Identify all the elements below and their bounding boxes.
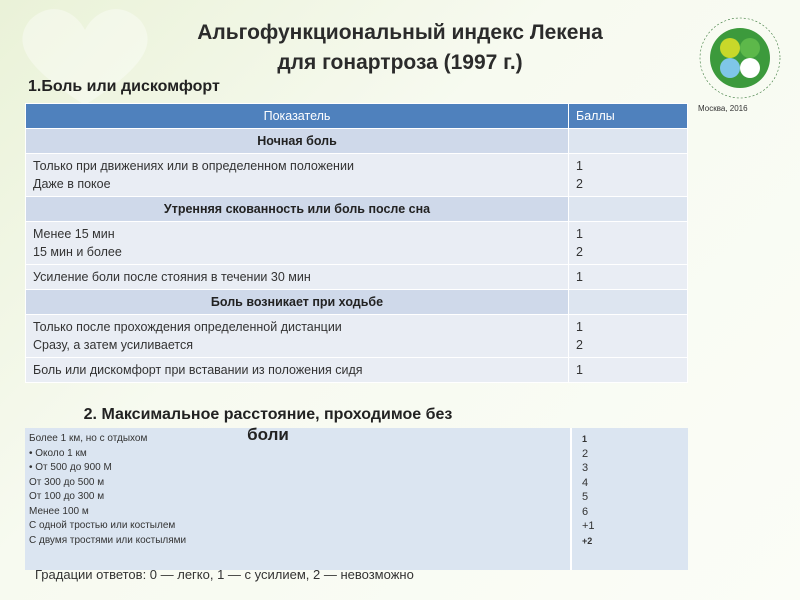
header-indicator: Показатель: [26, 104, 569, 129]
table-subheader-row: Боль возникает при ходьбе: [26, 290, 688, 315]
distance-scores: 1 2 3 4 5 6 +1 +2: [570, 428, 690, 570]
table-row: Усиление боли после стояния в течении 30 мин 1: [26, 265, 688, 290]
table-subheader-row: Ночная боль: [26, 129, 688, 154]
distance-items: Более 1 км, но с отдыхом • Около 1 км • От 500 до 900 М От 300 до 500 м От 100 до 300 м Менее 100 м С одной тростью или костылем С двумя тростями или костылями: [29, 433, 187, 546]
section1-heading: 1.Боль или дискомфорт: [28, 78, 220, 95]
table-row: Боль или дискомфорт при вставании из положения сидя 1: [26, 358, 688, 383]
table-subheader-row: Утренняя скованность или боль после сна: [26, 197, 688, 222]
logo: [690, 8, 790, 120]
table-row: Только после прохождения определенной дистанции Сразу, а затем усиливается 1 2: [26, 315, 688, 358]
header-score: Баллы: [569, 104, 688, 129]
section2-heading: 2. Максимальное расстояние, проходимое без боли: [83, 406, 453, 444]
page-title: Альгофункциональный индекс Лекена для гонартроза (1997 г.): [197, 21, 603, 74]
table-row: Только при движениях или в определенном положении Даже в покое 1 2: [26, 154, 688, 197]
table-header-row: [26, 104, 688, 129]
grading-footnote: Градации ответов: 0 — легко, 1 — с усилием, 2 — невозможно: [35, 567, 414, 582]
walking-distance-table: [25, 428, 688, 570]
logo-caption: Москва, 2016: [698, 104, 748, 113]
table-row: Менее 15 мин 15 мин и более 1 2: [26, 222, 688, 265]
lequesne-pain-table: [25, 103, 688, 383]
